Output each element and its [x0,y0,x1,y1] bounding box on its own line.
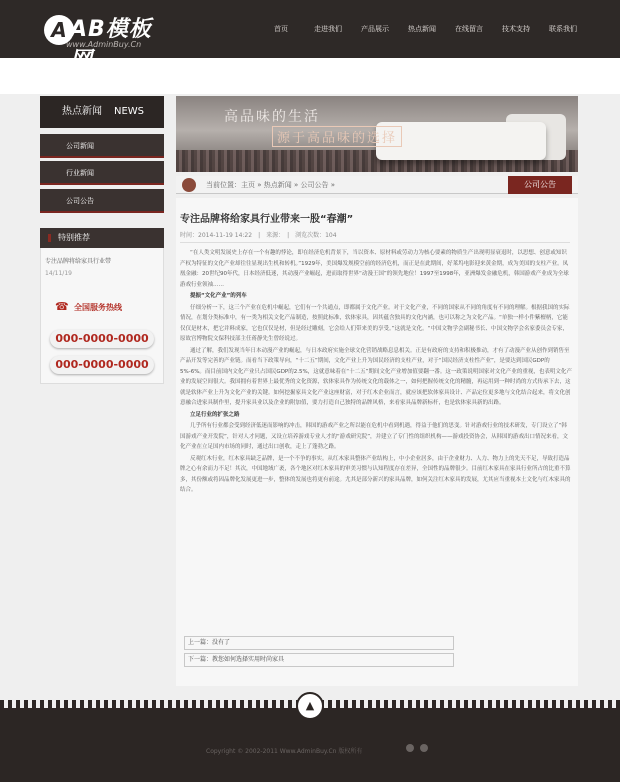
article-subhead: 提振“文化产业”的列车 [190,293,247,299]
article-paragraph: 几乎所有行业都会受到经济低迷而影响的冲击，韩国的游戏产业之所以能在危机中看到机遇，得益于他们的思变。针对游戏行业的技术研发，专门设立了“韩国游戏产业开发院”，针对人才问题，又设立培养游戏专业人才的“游戏研究院”，并建立了专门性的组织机构——游戏投资协会，从韩国的游戏出口情况来看，文化产业在立足国内市场的同时，通过出口创收，走上了蓬勃之路。 [180,423,569,450]
prev-article-link[interactable]: 上一篇：没有了 [184,636,454,650]
nav-item-news[interactable]: 热点新闻 [408,25,436,33]
footer-icon-2[interactable] [420,744,428,752]
back-to-top-icon[interactable]: ▲ [296,692,324,720]
logo-text: AB模板 [70,17,152,42]
footer-icon-1[interactable] [406,744,414,752]
banner-image [176,96,578,172]
recommend-title: 特别推荐 [40,228,164,248]
sidebar-item-company-news[interactable]: 公司新闻 [40,134,164,158]
nav-item-home[interactable]: 首页 [274,25,288,33]
main-nav [258,0,587,58]
sidebar-title-en: NEWS [114,106,145,117]
article-paragraph: 反观红木行业，红木家具缺乏品牌，是一个不争的事实。从红木家具整体产业结构上，中小企业居多，由于企业财力、人力、物力上的先天不足，导致打造品牌之心有余而力不足！其次，中国地域广袤，各个地区对红木家具的审美习惯与认知程度存在差异，全国性的品牌很少。目前红木家具在家具行业所占的比重不算多，其份额或将因品牌化发展更进一步，整体的发展也将更有前途。尤其是部分新兴的家具品牌，如何关注红木家具的发展，尤其应当重视本土文化与红木家具的结合。 [180,455,571,493]
logo[interactable] [44,12,174,52]
header-band [0,58,620,94]
article-subhead: 立足行业的扩张之路 [190,411,240,418]
nav-item-contact[interactable]: 联系我们 [549,25,577,33]
article-meta: 时间：2014-11-19 14:22 | 来源： | 浏览次数：104 [180,232,337,239]
next-article-link[interactable]: 下一篇：教您如何选择实用时尚家具 [184,653,454,667]
breadcrumb-text[interactable]: 当前位置：主页 » 热点新闻 » 公司公告 » [206,181,335,189]
logo-subtitle: www.AdminBuy.Cn [66,40,142,49]
home-icon [182,178,196,192]
article-paragraph: 通过了解，我们发现当年日本动漫产业的崛起，与日本政府实施全球文化营销战略息息相关。正是有政府的支持和积极推动，才有了动漫产业从创作到销售至产品开发等完善的产业链。而看当下政策导向，“十二五”期间，文化产业上升为国民经济的支柱产业，对于“国民经济支柱性产业”，是要达到国民GDP的5%-6%。而目前国内文化产业只占国民GDP的2.5%，这就意味着在“十二五”期间文化产业增加值要翻一番。这一政策说明国家对文化产业的重视，也表明文化产业的发展空间很大。我国拥有着世界上最优秀的文化资源，软体家具作为传统文化的载体之一，如何把握传统文化的精髓，再运用到一种时尚的方式传承下去，这就是软体产业上升为文化产业的关键。如何挖掘家具文化产业这座财富，对于红木企业而言，就应该把软体家具设计、产品定位更多地与文化结合起来，将文化创意融合进家具制作里，提升家具业以及企业的附加值，要力打造自己独特的品牌风格，来看家具品牌新标杆，也是软体家具新的出路。 [180,347,572,406]
phone-icon: ☎ [55,300,69,313]
article-title: 专注品牌将给家具行业带来一股“春潮” [180,214,354,225]
sidebar-item-announcement[interactable]: 公司公告 [40,189,164,213]
header [0,0,620,58]
hotline-label: 全国服务热线 [74,303,122,312]
banner-headline: 高品味的生活 [224,109,320,125]
nav-item-about[interactable]: 走进我们 [314,25,342,33]
nav-item-support[interactable]: 技术支持 [502,25,530,33]
phone-number-1: 000-0000-0000 [50,330,154,348]
nav-item-products[interactable]: 产品展示 [361,25,389,33]
recommend-item[interactable]: 专注品牌将给家具行业带 [45,258,112,265]
divider [180,242,570,243]
sidebar-title [40,96,164,128]
phone-number-2: 000-0000-0000 [50,356,154,374]
recommend-date: 14/11/19 [45,270,72,277]
logo-mark-icon: A [44,15,74,45]
nav-item-message[interactable]: 在线留言 [455,25,483,33]
banner-subheadline: 源于高品味的选择 [272,126,402,147]
article-paragraph: “在人类文明发展史上存在一个有趣的悖论，即在经济危机背景下，当以资本、原材料或劳动力为核心要素的物质生产出现明显衰退时，以思想、创意或知识产权为特征的文化产业却往往显现出生机和转机。”1929年，美国爆发规模空前的经济危机，而正是在此期间，好莱坞电影迎来黄金期，成为美国的支柱产业。凤凰金融：20世纪90年代，日本经济低迷，其动漫产业崛起，进而取得世界“动漫王国”的领先地位！1997至1998年，亚洲爆发金融危机，韩国游戏产业成为全球游戏行业领袖…… [180,250,569,288]
section-tab[interactable]: 公司公告 [508,176,572,194]
article-body [180,248,572,497]
sidebar-title-cn: 热点新闻 [62,106,102,117]
sidebar-item-industry-news[interactable]: 行业新闻 [40,161,164,185]
copyright: Copyright © 2002-2011 Www.AdminBuy.Cn 版权所有 [206,748,363,755]
article-paragraph: 仔细分析一下，这三个产业在危机中崛起，它们有一个共通点，即都属于文化产业。对于文化产业，不同的国家从不同的角度有不同的理解。根据我国的实际情况，在划分类标准中，有一类为相关文化产品制造，按照此标准，软体家具，因其蕴含独具的文化内涵，也可以称之为文化产品。“单独一样小件紫檀柄，它能仅仅是材木，把它并料成家，它也仅仅是材，但是经过雕刻，它会给人们带来美的享受。”这就是文化。“中国文物学会副秘书长、中国文物学会名家委员会专家，原故宫博物院文保科技部主任蒋静先生曾经说过。 [180,304,570,342]
